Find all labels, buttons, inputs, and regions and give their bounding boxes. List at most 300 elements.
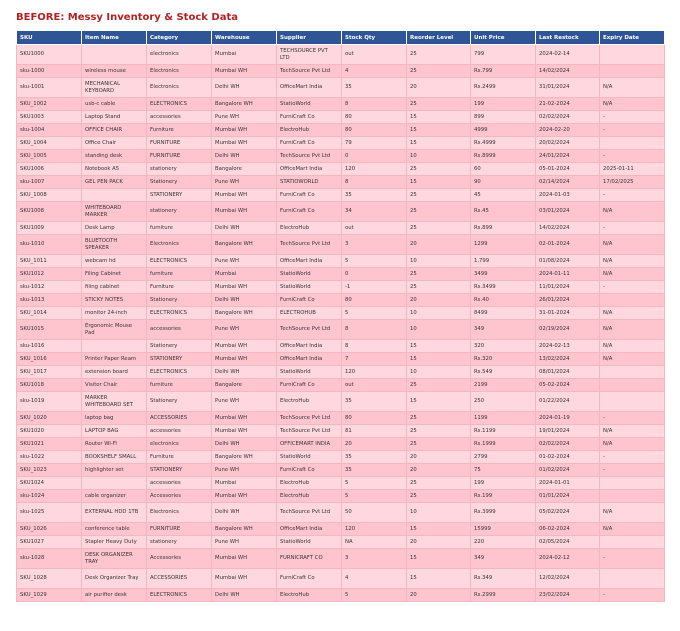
cell-category: accessories xyxy=(147,425,212,438)
cell-stock-qty: out xyxy=(342,222,407,235)
cell-category: accessories xyxy=(147,320,212,340)
cell-unit-price: 3499 xyxy=(471,268,536,281)
cell-expiry-date: N/A xyxy=(600,523,665,536)
table-row xyxy=(17,78,665,98)
cell-supplier: ElectroHub xyxy=(277,477,342,490)
cell-category: accessories xyxy=(147,477,212,490)
cell-unit-price: 349 xyxy=(471,320,536,340)
cell-item-name: conference table xyxy=(82,523,147,536)
cell-unit-price: Rs.4999 xyxy=(471,137,536,150)
cell-stock-qty: 50 xyxy=(342,503,407,523)
cell-reorder-level: 25 xyxy=(407,477,471,490)
cell-supplier: StatioWorld xyxy=(277,98,342,111)
table-row xyxy=(17,523,665,536)
cell-stock-qty: 80 xyxy=(342,412,407,425)
cell-sku: SKU_1008 xyxy=(17,189,82,202)
cell-warehouse: Pune WH xyxy=(212,392,277,412)
cell-expiry-date xyxy=(600,137,665,150)
cell-reorder-level: 10 xyxy=(407,366,471,379)
table-row xyxy=(17,353,665,366)
column-header-stock-qty: Stock Qty xyxy=(342,31,407,45)
cell-stock-qty: 120 xyxy=(342,366,407,379)
cell-category: STATIONERY xyxy=(147,353,212,366)
cell-item-name: wireless mouse xyxy=(82,65,147,78)
cell-category: ELECTRONICS xyxy=(147,255,212,268)
cell-item-name: STICKY NOTES xyxy=(82,294,147,307)
table-row xyxy=(17,490,665,503)
cell-category: ELECTRONICS xyxy=(147,98,212,111)
cell-reorder-level: 25 xyxy=(407,425,471,438)
cell-category: Stationery xyxy=(147,340,212,353)
cell-unit-price: Rs.320 xyxy=(471,353,536,366)
cell-category: Accessories xyxy=(147,490,212,503)
cell-expiry-date: - xyxy=(600,281,665,294)
cell-item-name: Visitor Chair xyxy=(82,379,147,392)
cell-reorder-level: 10 xyxy=(407,503,471,523)
cell-item-name xyxy=(82,189,147,202)
cell-sku: SKU1012 xyxy=(17,268,82,281)
cell-item-name: Router Wi-Fi xyxy=(82,438,147,451)
cell-last-restock: 05-02-2024 xyxy=(536,379,600,392)
cell-unit-price: Rs.2499 xyxy=(471,78,536,98)
cell-supplier: FurniCraft Co xyxy=(277,294,342,307)
cell-unit-price: Rs.199 xyxy=(471,490,536,503)
cell-item-name: LAPTOP BAG xyxy=(82,425,147,438)
table-row xyxy=(17,176,665,189)
cell-sku: SKU_1023 xyxy=(17,464,82,477)
cell-category: ELECTRONICS xyxy=(147,589,212,602)
cell-last-restock: 12/02/2024 xyxy=(536,569,600,589)
cell-item-name: DESK ORGANIZER TRAY xyxy=(82,549,147,569)
cell-expiry-date: N/A xyxy=(600,353,665,366)
cell-last-restock: 2024-02-12 xyxy=(536,549,600,569)
cell-last-restock: 31/01/2024 xyxy=(536,78,600,98)
cell-reorder-level: 25 xyxy=(407,222,471,235)
cell-item-name: Desk Organizer Tray xyxy=(82,569,147,589)
cell-last-restock: 02/14/2024 xyxy=(536,176,600,189)
cell-warehouse: Mumbai WH xyxy=(212,353,277,366)
cell-stock-qty: 5 xyxy=(342,477,407,490)
cell-expiry-date: N/A xyxy=(600,307,665,320)
table-row xyxy=(17,438,665,451)
cell-expiry-date xyxy=(600,379,665,392)
cell-reorder-level: 10 xyxy=(407,150,471,163)
cell-item-name: EXTERNAL HDD 1TB xyxy=(82,503,147,523)
cell-category: ELECTRONICS xyxy=(147,307,212,320)
cell-supplier: FurniCraft Co xyxy=(277,569,342,589)
cell-category: Electronics xyxy=(147,235,212,255)
cell-supplier: OfficeMart India xyxy=(277,78,342,98)
cell-reorder-level: 15 xyxy=(407,340,471,353)
cell-category: Stationery xyxy=(147,392,212,412)
table-row xyxy=(17,163,665,176)
cell-expiry-date xyxy=(600,569,665,589)
cell-reorder-level: 15 xyxy=(407,124,471,137)
cell-warehouse: Pune WH xyxy=(212,176,277,189)
cell-category: Furniture xyxy=(147,124,212,137)
cell-sku: sku-1007 xyxy=(17,176,82,189)
cell-last-restock: 02-01-2024 xyxy=(536,235,600,255)
cell-supplier: StatioWorld xyxy=(277,451,342,464)
cell-sku: SKU_1017 xyxy=(17,366,82,379)
cell-item-name: Stapler Heavy Duty xyxy=(82,536,147,549)
cell-expiry-date: N/A xyxy=(600,255,665,268)
cell-supplier: OfficeMart India xyxy=(277,523,342,536)
cell-unit-price: Rs.799 xyxy=(471,65,536,78)
table-row xyxy=(17,98,665,111)
cell-category: ACCESSORIES xyxy=(147,412,212,425)
column-header-unit-price: Unit Price xyxy=(471,31,536,45)
cell-category: stationery xyxy=(147,202,212,222)
column-header-last-restock: Last Restock xyxy=(536,31,600,45)
cell-stock-qty: 34 xyxy=(342,202,407,222)
cell-item-name: OFFICE CHAIR xyxy=(82,124,147,137)
cell-last-restock: 20/02/2024 xyxy=(536,137,600,150)
cell-supplier: TechSource Pvt Ltd xyxy=(277,320,342,340)
cell-last-restock: 13/02/2024 xyxy=(536,353,600,366)
cell-warehouse: Mumbai WH xyxy=(212,340,277,353)
cell-warehouse: Bangalore WH xyxy=(212,451,277,464)
cell-sku: SKU1027 xyxy=(17,536,82,549)
cell-reorder-level: 15 xyxy=(407,176,471,189)
cell-last-restock: 01/08/2024 xyxy=(536,255,600,268)
cell-stock-qty: 120 xyxy=(342,523,407,536)
cell-warehouse: Mumbai xyxy=(212,268,277,281)
cell-sku: SKU_1011 xyxy=(17,255,82,268)
cell-last-restock: 11/01/2024 xyxy=(536,281,600,294)
cell-expiry-date: - xyxy=(600,124,665,137)
cell-supplier: FurniCraft Co xyxy=(277,464,342,477)
cell-stock-qty: 5 xyxy=(342,255,407,268)
cell-expiry-date: - xyxy=(600,589,665,602)
cell-warehouse: Mumbai WH xyxy=(212,412,277,425)
cell-reorder-level: 25 xyxy=(407,412,471,425)
cell-warehouse: Mumbai WH xyxy=(212,124,277,137)
cell-reorder-level: 20 xyxy=(407,78,471,98)
cell-sku: SKU_1002 xyxy=(17,98,82,111)
inventory-table xyxy=(16,30,665,602)
cell-supplier: FurniCraft Co xyxy=(277,379,342,392)
cell-category: Stationery xyxy=(147,294,212,307)
cell-unit-price: 220 xyxy=(471,536,536,549)
column-header-reorder-level: Reorder Level xyxy=(407,31,471,45)
cell-warehouse: Bangalore xyxy=(212,379,277,392)
table-row xyxy=(17,189,665,202)
cell-supplier: OfficeMart India xyxy=(277,255,342,268)
cell-sku: SKU1000 xyxy=(17,45,82,65)
cell-unit-price: 1299 xyxy=(471,235,536,255)
cell-sku: SKU1018 xyxy=(17,379,82,392)
cell-category: electronics xyxy=(147,45,212,65)
cell-warehouse: Bangalore WH xyxy=(212,98,277,111)
cell-warehouse: Bangalore WH xyxy=(212,523,277,536)
column-header-warehouse: Warehouse xyxy=(212,31,277,45)
cell-category: furniture xyxy=(147,222,212,235)
cell-stock-qty: 8 xyxy=(342,340,407,353)
table-row xyxy=(17,366,665,379)
cell-reorder-level: 15 xyxy=(407,549,471,569)
cell-last-restock: 03/01/2024 xyxy=(536,202,600,222)
cell-unit-price: 2799 xyxy=(471,451,536,464)
cell-warehouse: Delhi WH xyxy=(212,150,277,163)
cell-supplier: FurniCraft Co xyxy=(277,202,342,222)
cell-reorder-level: 20 xyxy=(407,235,471,255)
cell-sku: SKU_1004 xyxy=(17,137,82,150)
cell-expiry-date: - xyxy=(600,111,665,124)
cell-category: Furniture xyxy=(147,451,212,464)
cell-sku: SKU_1020 xyxy=(17,412,82,425)
table-row xyxy=(17,569,665,589)
cell-reorder-level: 25 xyxy=(407,189,471,202)
cell-stock-qty: 120 xyxy=(342,163,407,176)
cell-supplier: ElectroHub xyxy=(277,124,342,137)
cell-category: stationery xyxy=(147,163,212,176)
table-row xyxy=(17,235,665,255)
cell-unit-price: 199 xyxy=(471,98,536,111)
cell-last-restock: 01/02/2024 xyxy=(536,464,600,477)
cell-last-restock: 08/01/2024 xyxy=(536,366,600,379)
cell-last-restock: 14/02/2024 xyxy=(536,65,600,78)
cell-warehouse: Bangalore xyxy=(212,163,277,176)
cell-supplier: FurniCraft Co xyxy=(277,111,342,124)
table-row xyxy=(17,425,665,438)
cell-item-name: standing desk xyxy=(82,150,147,163)
cell-sku: SKU1024 xyxy=(17,477,82,490)
cell-category: STATIONERY xyxy=(147,189,212,202)
cell-sku: sku-1013 xyxy=(17,294,82,307)
cell-expiry-date: N/A xyxy=(600,202,665,222)
cell-last-restock: 2024-01-01 xyxy=(536,477,600,490)
cell-stock-qty: 35 xyxy=(342,78,407,98)
cell-warehouse: Mumbai WH xyxy=(212,569,277,589)
cell-reorder-level: 25 xyxy=(407,438,471,451)
cell-sku: SKU_1014 xyxy=(17,307,82,320)
cell-unit-price: 349 xyxy=(471,549,536,569)
cell-item-name: Notebook A5 xyxy=(82,163,147,176)
cell-unit-price: 320 xyxy=(471,340,536,353)
column-header-sku: SKU xyxy=(17,31,82,45)
cell-stock-qty: -1 xyxy=(342,281,407,294)
table-row xyxy=(17,392,665,412)
cell-last-restock: 01/01/2024 xyxy=(536,490,600,503)
page-title: BEFORE: Messy Inventory & Stock Data xyxy=(16,12,238,23)
table-row xyxy=(17,150,665,163)
table-row xyxy=(17,477,665,490)
cell-sku: SKU1015 xyxy=(17,320,82,340)
cell-category: Furniture xyxy=(147,281,212,294)
cell-last-restock: 2024-02-20 xyxy=(536,124,600,137)
cell-sku: SKU_1016 xyxy=(17,353,82,366)
cell-stock-qty: 0 xyxy=(342,150,407,163)
table-row xyxy=(17,137,665,150)
cell-expiry-date: - xyxy=(600,412,665,425)
cell-expiry-date: - xyxy=(600,451,665,464)
cell-category: FURNITURE xyxy=(147,150,212,163)
table-row xyxy=(17,294,665,307)
cell-warehouse: Pune WH xyxy=(212,255,277,268)
cell-expiry-date xyxy=(600,45,665,65)
cell-item-name: cable organizer xyxy=(82,490,147,503)
cell-last-restock: 2024-01-19 xyxy=(536,412,600,425)
cell-supplier: OfficeMart India xyxy=(277,163,342,176)
cell-warehouse: Delhi WH xyxy=(212,503,277,523)
cell-reorder-level: 25 xyxy=(407,490,471,503)
cell-sku: SKU1008 xyxy=(17,202,82,222)
cell-unit-price: 75 xyxy=(471,464,536,477)
cell-reorder-level: 25 xyxy=(407,45,471,65)
cell-sku: SKU1009 xyxy=(17,222,82,235)
cell-reorder-level: 15 xyxy=(407,111,471,124)
column-header-expiry-date: Expiry Date xyxy=(600,31,665,45)
cell-sku: SKU1021 xyxy=(17,438,82,451)
cell-reorder-level: 15 xyxy=(407,569,471,589)
cell-item-name: MARKER WHITEBOARD SET xyxy=(82,392,147,412)
table-row xyxy=(17,589,665,602)
cell-item-name: Filing Cabinet xyxy=(82,268,147,281)
cell-supplier: StatioWorld xyxy=(277,366,342,379)
cell-item-name: WHITEBOARD MARKER xyxy=(82,202,147,222)
cell-sku: SKU_1026 xyxy=(17,523,82,536)
cell-reorder-level: 10 xyxy=(407,307,471,320)
cell-sku: sku-1022 xyxy=(17,451,82,464)
cell-category: furniture xyxy=(147,268,212,281)
cell-reorder-level: 10 xyxy=(407,320,471,340)
cell-unit-price: Rs.549 xyxy=(471,366,536,379)
cell-item-name: Office Chair xyxy=(82,137,147,150)
cell-expiry-date: 17/02/2025 xyxy=(600,176,665,189)
cell-warehouse: Pune WH xyxy=(212,464,277,477)
cell-stock-qty: 35 xyxy=(342,451,407,464)
column-header-supplier: Supplier xyxy=(277,31,342,45)
table-row xyxy=(17,255,665,268)
cell-warehouse: Mumbai WH xyxy=(212,549,277,569)
cell-stock-qty: 0 xyxy=(342,268,407,281)
cell-item-name: Printer Paper Ream xyxy=(82,353,147,366)
table-row xyxy=(17,65,665,78)
cell-unit-price: Rs.40 xyxy=(471,294,536,307)
cell-supplier: OFFICEMART INDIA xyxy=(277,438,342,451)
cell-item-name: BOOKSHELF SMALL xyxy=(82,451,147,464)
cell-warehouse: Pune WH xyxy=(212,536,277,549)
table-row xyxy=(17,222,665,235)
cell-warehouse: Bangalore WH xyxy=(212,235,277,255)
cell-supplier: TechSource Pvt Ltd xyxy=(277,150,342,163)
cell-unit-price: Rs.8999 xyxy=(471,150,536,163)
cell-stock-qty: 35 xyxy=(342,189,407,202)
cell-unit-price: Rs.1199 xyxy=(471,425,536,438)
cell-category: electronics xyxy=(147,438,212,451)
cell-warehouse: Pune WH xyxy=(212,320,277,340)
cell-sku: SKU1003 xyxy=(17,111,82,124)
cell-warehouse: Mumbai WH xyxy=(212,202,277,222)
cell-expiry-date: - xyxy=(600,189,665,202)
cell-stock-qty: 80 xyxy=(342,124,407,137)
cell-unit-price: 4999 xyxy=(471,124,536,137)
cell-expiry-date: N/A xyxy=(600,503,665,523)
cell-item-name: monitor 24-inch xyxy=(82,307,147,320)
cell-last-restock: 02/02/2024 xyxy=(536,111,600,124)
cell-expiry-date xyxy=(600,477,665,490)
cell-supplier: ElectroHub xyxy=(277,490,342,503)
cell-unit-price: 799 xyxy=(471,45,536,65)
cell-sku: SKU_1028 xyxy=(17,569,82,589)
cell-item-name: MECHANICAL KEYBOARD xyxy=(82,78,147,98)
cell-unit-price: 899 xyxy=(471,111,536,124)
cell-supplier: TECHSOURCE PVT LTD xyxy=(277,45,342,65)
cell-last-restock: 02/02/2024 xyxy=(536,438,600,451)
cell-warehouse: Delhi WH xyxy=(212,222,277,235)
cell-category: accessories xyxy=(147,111,212,124)
cell-supplier: FurniCraft Co xyxy=(277,137,342,150)
table-row xyxy=(17,320,665,340)
cell-supplier: FURNICRAFT CO xyxy=(277,549,342,569)
cell-last-restock: 19/01/2024 xyxy=(536,425,600,438)
cell-category: Stationery xyxy=(147,176,212,189)
cell-item-name: usb-c cable xyxy=(82,98,147,111)
cell-reorder-level: 15 xyxy=(407,353,471,366)
cell-last-restock: 23/02/2024 xyxy=(536,589,600,602)
cell-expiry-date: N/A xyxy=(600,78,665,98)
cell-unit-price: Rs.2999 xyxy=(471,589,536,602)
cell-unit-price: Rs.1999 xyxy=(471,438,536,451)
cell-expiry-date: - xyxy=(600,549,665,569)
cell-supplier: TechSource Pvt Ltd xyxy=(277,235,342,255)
cell-stock-qty: 3 xyxy=(342,235,407,255)
cell-warehouse: Mumbai WH xyxy=(212,490,277,503)
cell-warehouse: Mumbai WH xyxy=(212,65,277,78)
cell-supplier: OfficeMart India xyxy=(277,353,342,366)
table-row xyxy=(17,412,665,425)
cell-last-restock: 2024-01-11 xyxy=(536,268,600,281)
cell-category: Electronics xyxy=(147,65,212,78)
cell-stock-qty: 20 xyxy=(342,438,407,451)
cell-reorder-level: 25 xyxy=(407,281,471,294)
cell-last-restock: 2024-02-13 xyxy=(536,340,600,353)
cell-expiry-date: N/A xyxy=(600,235,665,255)
cell-last-restock: 2024-01-03 xyxy=(536,189,600,202)
cell-supplier: TechSource Pvt Ltd xyxy=(277,425,342,438)
cell-item-name: webcam hd xyxy=(82,255,147,268)
cell-reorder-level: 20 xyxy=(407,536,471,549)
cell-reorder-level: 20 xyxy=(407,589,471,602)
cell-stock-qty: 81 xyxy=(342,425,407,438)
cell-reorder-level: 25 xyxy=(407,379,471,392)
cell-supplier: TechSource Pvt Ltd xyxy=(277,65,342,78)
cell-warehouse: Mumbai WH xyxy=(212,425,277,438)
cell-expiry-date xyxy=(600,65,665,78)
cell-unit-price: 199 xyxy=(471,477,536,490)
table-row xyxy=(17,379,665,392)
cell-sku: sku-1004 xyxy=(17,124,82,137)
cell-sku: SKU1006 xyxy=(17,163,82,176)
table-row xyxy=(17,307,665,320)
cell-unit-price: 45 xyxy=(471,189,536,202)
table-row xyxy=(17,281,665,294)
cell-supplier: StatioWorld xyxy=(277,281,342,294)
cell-expiry-date xyxy=(600,294,665,307)
cell-unit-price: 250 xyxy=(471,392,536,412)
cell-expiry-date: - xyxy=(600,464,665,477)
cell-last-restock: 02/05/2024 xyxy=(536,536,600,549)
cell-warehouse: Bangalore WH xyxy=(212,307,277,320)
table-row xyxy=(17,536,665,549)
cell-sku: sku-1010 xyxy=(17,235,82,255)
cell-expiry-date: - xyxy=(600,150,665,163)
cell-supplier: TechSource Pvt Ltd xyxy=(277,503,342,523)
cell-supplier: ELECTROHUB xyxy=(277,307,342,320)
cell-sku: sku-1000 xyxy=(17,65,82,78)
cell-stock-qty: 7 xyxy=(342,353,407,366)
